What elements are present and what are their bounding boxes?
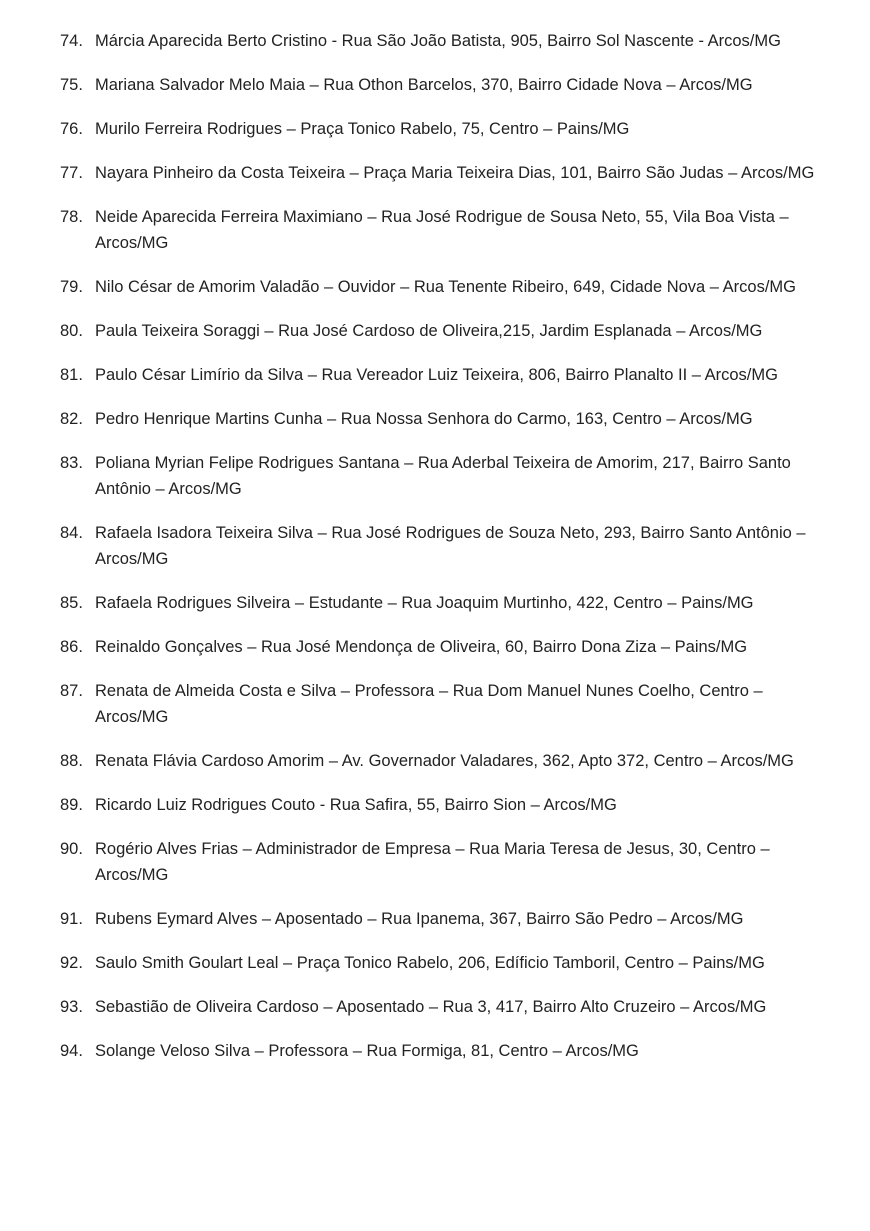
item-text: Márcia Aparecida Berto Cristino - Rua São João Batista, 905, Bairro Sol Nascente - Arcos/MG (95, 32, 781, 50)
item-number: 77. (60, 164, 83, 182)
item-number: 75. (60, 76, 83, 94)
item-text: Renata Flávia Cardoso Amorim – Av. Governador Valadares, 362, Apto 372, Centro – Arcos/MG (95, 752, 794, 770)
list-item (0, 116, 870, 142)
list-item (0, 520, 870, 572)
list-item (0, 204, 870, 256)
item-number: 85. (60, 594, 83, 612)
list-item (0, 160, 870, 186)
list-item (0, 1038, 870, 1064)
list-item (0, 994, 870, 1020)
item-text: Saulo Smith Goulart Leal – Praça Tonico Rabelo, 206, Edíficio Tamboril, Centro – Pains/MG (95, 954, 765, 972)
item-number: 83. (60, 454, 83, 472)
item-text: Rafaela Isadora Teixeira Silva – Rua José Rodrigues de Souza Neto, 293, Bairro Santo Antônio – Arcos/MG (95, 524, 806, 568)
item-text: Murilo Ferreira Rodrigues – Praça Tonico Rabelo, 75, Centro – Pains/MG (95, 120, 630, 138)
item-number: 88. (60, 752, 83, 770)
list-item (0, 274, 870, 300)
item-text: Rafaela Rodrigues Silveira – Estudante – Rua Joaquim Murtinho, 422, Centro – Pains/MG (95, 594, 754, 612)
item-text: Reinaldo Gonçalves – Rua José Mendonça de Oliveira, 60, Bairro Dona Ziza – Pains/MG (95, 638, 748, 656)
member-list (0, 28, 870, 1082)
item-text: Paulo César Limírio da Silva – Rua Vereador Luiz Teixeira, 806, Bairro Planalto II – Arcos/MG (95, 366, 778, 384)
item-text: Neide Aparecida Ferreira Maximiano – Rua José Rodrigue de Sousa Neto, 55, Vila Boa Vista – Arcos/MG (95, 208, 789, 252)
item-number: 90. (60, 840, 83, 858)
item-text: Ricardo Luiz Rodrigues Couto - Rua Safira, 55, Bairro Sion – Arcos/MG (95, 796, 617, 814)
list-item (0, 28, 870, 54)
list-item (0, 406, 870, 432)
list-item (0, 318, 870, 344)
list-item (0, 836, 870, 888)
list-item (0, 906, 870, 932)
list-item (0, 362, 870, 388)
item-text: Nayara Pinheiro da Costa Teixeira – Praça Maria Teixeira Dias, 101, Bairro São Judas – Arcos/MG (95, 164, 815, 182)
item-number: 94. (60, 1042, 83, 1060)
list-item (0, 590, 870, 616)
item-number: 86. (60, 638, 83, 656)
item-number: 79. (60, 278, 83, 296)
item-text: Pedro Henrique Martins Cunha – Rua Nossa Senhora do Carmo, 163, Centro – Arcos/MG (95, 410, 753, 428)
list-item (0, 678, 870, 730)
item-text: Mariana Salvador Melo Maia – Rua Othon Barcelos, 370, Bairro Cidade Nova – Arcos/MG (95, 76, 753, 94)
item-text: Paula Teixeira Soraggi – Rua José Cardoso de Oliveira,215, Jardim Esplanada – Arcos/MG (95, 322, 763, 340)
item-text: Solange Veloso Silva – Professora – Rua Formiga, 81, Centro – Arcos/MG (95, 1042, 639, 1060)
item-text: Rogério Alves Frias – Administrador de Empresa – Rua Maria Teresa de Jesus, 30, Centro – Arcos/MG (95, 840, 770, 884)
item-number: 89. (60, 796, 83, 814)
list-item (0, 634, 870, 660)
list-item (0, 72, 870, 98)
list-item (0, 950, 870, 976)
item-number: 80. (60, 322, 83, 340)
item-number: 92. (60, 954, 83, 972)
item-text: Poliana Myrian Felipe Rodrigues Santana – Rua Aderbal Teixeira de Amorim, 217, Bairro Santo Antônio – Arcos/MG (95, 454, 791, 498)
item-number: 82. (60, 410, 83, 428)
list-item (0, 748, 870, 774)
item-number: 81. (60, 366, 83, 384)
item-number: 78. (60, 208, 83, 226)
item-number: 91. (60, 910, 83, 928)
item-text: Sebastião de Oliveira Cardoso – Aposentado – Rua 3, 417, Bairro Alto Cruzeiro – Arcos/MG (95, 998, 767, 1016)
item-text: Nilo César de Amorim Valadão – Ouvidor – Rua Tenente Ribeiro, 649, Cidade Nova – Arcos/MG (95, 278, 797, 296)
item-number: 84. (60, 524, 83, 542)
item-number: 87. (60, 682, 83, 700)
item-text: Renata de Almeida Costa e Silva – Professora – Rua Dom Manuel Nunes Coelho, Centro – Arcos/MG (95, 682, 763, 726)
list-item (0, 450, 870, 502)
item-number: 76. (60, 120, 83, 138)
list-item (0, 792, 870, 818)
item-number: 93. (60, 998, 83, 1016)
item-number: 74. (60, 32, 83, 50)
item-text: Rubens Eymard Alves – Aposentado – Rua Ipanema, 367, Bairro São Pedro – Arcos/MG (95, 910, 744, 928)
